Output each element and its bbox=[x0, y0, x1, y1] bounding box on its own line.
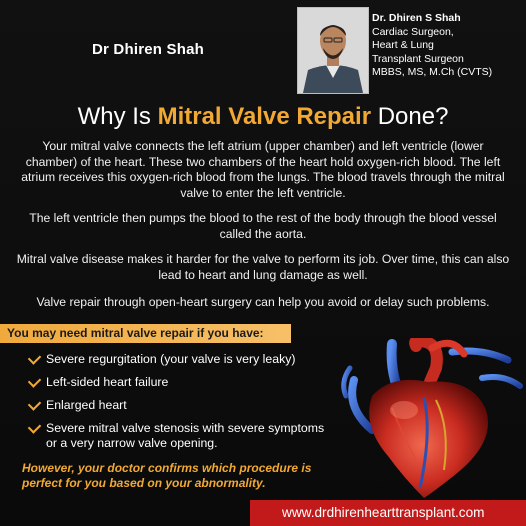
indications-list bbox=[0, 352, 330, 451]
check-icon bbox=[28, 351, 41, 364]
heart-illustration bbox=[332, 338, 526, 500]
paragraph-mitral-valve: Your mitral valve connects the left atrium (upper chamber) and left ventricle (lower chamber) of the heart. These two chambers of the heart hold oxygen-rich blood. The left atrium receives this oxygen-rich blood from the lungs. The blood travels through the mitral valve to enter the left ventricle. bbox=[21, 139, 505, 200]
list-item-text: Severe mitral valve stenosis with severe symptoms or a very narrow valve opening. bbox=[46, 421, 325, 450]
disclaimer-note: However, your doctor confirms which procedure is perfect for you based on your abnormality. bbox=[22, 461, 312, 490]
doctor-photo-icon bbox=[298, 8, 368, 93]
list-item-text: Enlarged heart bbox=[46, 398, 127, 412]
title-prefix: Why Is bbox=[77, 103, 158, 130]
page-title bbox=[0, 103, 526, 131]
title-highlight: Mitral Valve Repair bbox=[157, 103, 372, 130]
list-item bbox=[0, 352, 330, 367]
credential-line-1: Cardiac Surgeon, bbox=[372, 25, 454, 38]
credential-line-3: Transplant Surgeon bbox=[372, 52, 464, 65]
indications-banner: You may need mitral valve repair if you have: bbox=[0, 324, 291, 343]
doctor-name: Dr. Dhiren S Shah bbox=[372, 12, 461, 24]
list-item-text: Left-sided heart failure bbox=[46, 375, 169, 389]
check-icon bbox=[28, 374, 41, 387]
list-item-text: Severe regurgitation (your valve is very leaky) bbox=[46, 352, 296, 366]
doctor-credentials bbox=[372, 12, 492, 80]
brand-name: Dr Dhiren Shah bbox=[92, 41, 204, 58]
credential-line-4: MBBS, MS, M.Ch (CVTS) bbox=[372, 66, 493, 78]
credential-line-2: Heart & Lung bbox=[372, 39, 434, 51]
paragraph-valve-repair: Valve repair through open-heart surgery can help you avoid or delay such problems. bbox=[36, 295, 490, 309]
check-icon bbox=[28, 420, 41, 433]
check-icon bbox=[28, 397, 41, 410]
website-url[interactable]: www.drdhirenhearttransplant.com bbox=[250, 500, 526, 526]
list-item bbox=[0, 398, 330, 413]
list-item bbox=[0, 421, 330, 451]
paragraph-valve-disease: Mitral valve disease makes it harder for the valve to perform its job. Over time, this can also lead to heart and lung damage as well. bbox=[16, 252, 510, 282]
paragraph-left-ventricle: The left ventricle then pumps the blood to the rest of the body through the blood vessel called the aorta. bbox=[29, 211, 497, 241]
list-item bbox=[0, 375, 330, 390]
title-suffix: Done? bbox=[371, 103, 449, 130]
doctor-photo bbox=[297, 7, 369, 94]
